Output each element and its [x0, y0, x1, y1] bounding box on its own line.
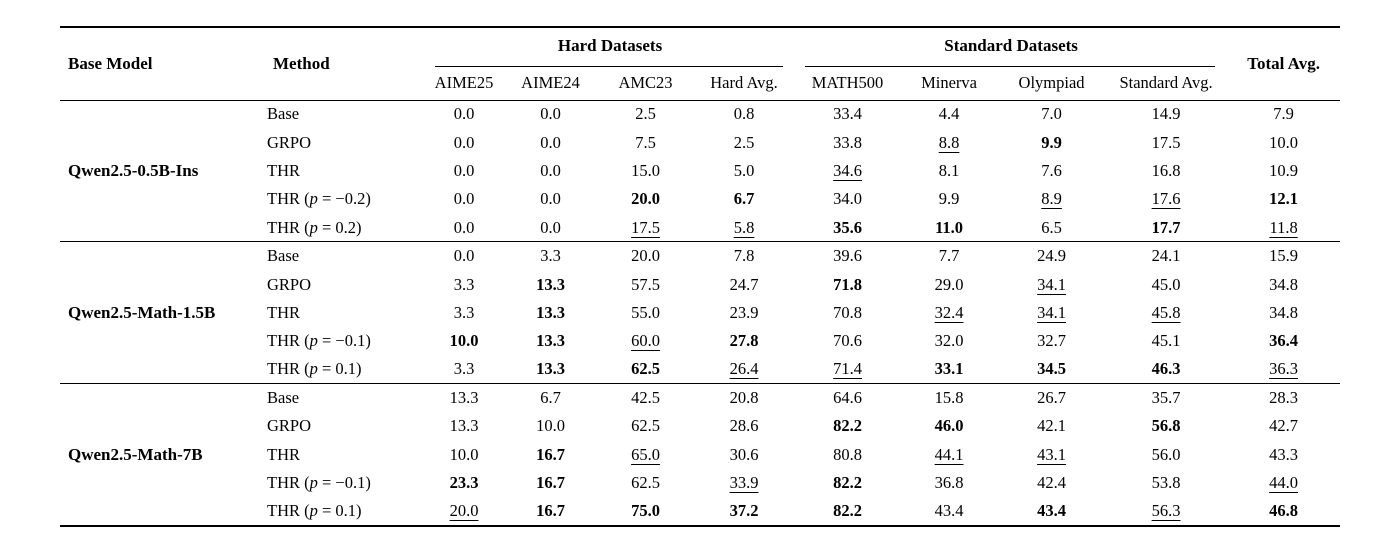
value-cell-undefined: 34.8: [1269, 302, 1299, 322]
method-cell: THR (p = 0.1): [267, 359, 362, 379]
value-cell-olympiad: 43.4: [1037, 501, 1066, 521]
value-cell-aime25: 0.0: [453, 217, 475, 237]
value-cell-standard-avg: 53.8: [1151, 473, 1181, 493]
value-cell-amc23: 75.0: [631, 501, 660, 521]
value-cell-hard-avg: 7.8: [693, 242, 795, 270]
value-cell-hard-avg: 30.6: [729, 444, 759, 464]
value-cell-aime25: 3.3: [453, 302, 475, 322]
value-cell-undefined: 28.3: [1227, 384, 1340, 412]
col-header-amc23: AMC23: [598, 67, 693, 100]
value-cell-standard-avg: 16.8: [1151, 160, 1181, 180]
table-row: [60, 384, 1340, 412]
value-cell-aime25: 0.0: [453, 189, 475, 209]
group-header-row: [60, 27, 1340, 67]
value-cell-standard-avg: 17.6: [1151, 189, 1181, 209]
value-cell-hard-avg: 6.7: [733, 189, 755, 209]
hard-datasets-rule: [435, 66, 783, 67]
value-cell-aime24: 16.7: [536, 473, 565, 493]
value-cell-math500: 34.6: [833, 160, 862, 180]
value-cell-undefined: 46.8: [1269, 501, 1299, 521]
value-cell-standard-avg: 45.1: [1151, 331, 1181, 351]
col-header-standard-avg: Standard Avg.: [1105, 67, 1227, 100]
value-cell-math500: 34.0: [833, 189, 862, 209]
value-cell-amc23: 62.5: [631, 473, 660, 493]
value-cell-aime24: 13.3: [536, 331, 565, 351]
method-cell: Base: [267, 104, 300, 124]
value-cell-math500: 80.8: [833, 444, 862, 464]
value-cell-undefined: 43.3: [1269, 444, 1299, 464]
value-cell-minerva: 36.8: [934, 473, 964, 493]
value-cell-standard-avg: 56.0: [1151, 444, 1181, 464]
value-cell-aime25: 0.0: [453, 132, 475, 152]
value-cell-olympiad: 42.1: [1037, 416, 1066, 436]
value-cell-aime24: 0.0: [540, 189, 561, 209]
value-cell-aime24: 6.7: [503, 384, 598, 412]
value-cell-undefined: 7.9: [1273, 104, 1294, 124]
value-cell-aime25: 0.0: [425, 242, 503, 270]
col-header-hard-avg: Hard Avg.: [693, 67, 795, 100]
value-cell-hard-avg: 0.8: [733, 104, 755, 124]
method-cell: THR (p = 0.1): [267, 501, 362, 521]
value-cell-amc23: 65.0: [631, 444, 660, 464]
value-cell-hard-avg: 28.6: [729, 416, 759, 436]
value-cell-standard-avg: 56.8: [1151, 416, 1181, 436]
value-cell-math500: 70.6: [833, 331, 862, 351]
results-table-container: [60, 26, 1340, 527]
col-group-standard-datasets: [795, 27, 1227, 67]
value-cell-standard-avg: 46.3: [1151, 359, 1181, 379]
value-cell-minerva: 15.8: [900, 384, 998, 412]
value-cell-math500: 33.8: [833, 132, 862, 152]
value-cell-minerva: 7.7: [900, 242, 998, 270]
method-cell: GRPO: [267, 416, 312, 436]
value-cell-aime25: 0.0: [453, 160, 475, 180]
value-cell-olympiad: 34.1: [1037, 274, 1066, 294]
value-cell-undefined: 11.8: [1269, 217, 1298, 237]
value-cell-standard-avg: 17.7: [1151, 217, 1181, 237]
value-cell-undefined: 36.4: [1269, 331, 1299, 351]
method-cell: Base: [265, 384, 425, 412]
value-cell-aime25: 13.3: [425, 384, 503, 412]
col-group-hard-datasets: [425, 27, 795, 67]
value-cell-math500: 82.2: [833, 501, 862, 521]
value-cell-olympiad: 7.6: [1041, 160, 1062, 180]
value-cell-math500: 71.4: [833, 359, 862, 379]
value-cell-standard-avg: 56.3: [1151, 501, 1181, 521]
value-cell-olympiad: 8.9: [1041, 189, 1062, 209]
value-cell-amc23: 62.5: [631, 416, 660, 436]
method-cell: THR: [267, 302, 300, 322]
value-cell-math500: 71.8: [833, 274, 862, 294]
method-cell: Base: [265, 242, 425, 270]
value-cell-aime24: 16.7: [536, 444, 565, 464]
value-cell-hard-avg: 5.0: [733, 160, 755, 180]
col-header-aime24: AIME24: [503, 67, 598, 100]
value-cell-hard-avg: 26.4: [729, 359, 759, 379]
base-model-cell: Qwen2.5-Math-1.5B: [60, 242, 265, 384]
value-cell-math500: 82.2: [833, 416, 862, 436]
value-cell-minerva: 29.0: [934, 274, 964, 294]
standard-datasets-rule: [805, 66, 1215, 67]
value-cell-hard-avg: 2.5: [733, 132, 755, 152]
value-cell-minerva: 11.0: [935, 217, 964, 237]
value-cell-aime25: 3.3: [453, 359, 475, 379]
value-cell-amc23: 17.5: [631, 217, 660, 237]
col-header-method: Method: [265, 27, 425, 100]
value-cell-minerva: 46.0: [934, 416, 964, 436]
value-cell-olympiad: 7.0: [1041, 104, 1062, 124]
value-cell-aime24: 0.0: [540, 217, 561, 237]
value-cell-amc23: 62.5: [631, 359, 660, 379]
value-cell-olympiad: 6.5: [1041, 217, 1062, 237]
value-cell-standard-avg: 24.1: [1105, 242, 1227, 270]
value-cell-math500: 35.6: [833, 217, 862, 237]
value-cell-olympiad: 42.4: [1037, 473, 1066, 493]
value-cell-undefined: 34.8: [1269, 274, 1299, 294]
value-cell-amc23: 20.0: [598, 242, 693, 270]
table-body: [60, 100, 1340, 526]
value-cell-hard-avg: 20.8: [693, 384, 795, 412]
value-cell-standard-avg: 45.8: [1151, 302, 1181, 322]
value-cell-olympiad: 9.9: [1041, 132, 1062, 152]
table-row: [60, 100, 1340, 128]
col-header-total-avg: Total Avg.: [1227, 27, 1340, 100]
value-cell-hard-avg: 33.9: [729, 473, 759, 493]
value-cell-undefined: 42.7: [1269, 416, 1299, 436]
standard-datasets-label: Standard Datasets: [944, 35, 1078, 55]
value-cell-olympiad: 43.1: [1037, 444, 1066, 464]
value-cell-hard-avg: 23.9: [729, 302, 759, 322]
value-cell-standard-avg: 17.5: [1151, 132, 1181, 152]
value-cell-amc23: 60.0: [631, 331, 660, 351]
value-cell-math500: 39.6: [795, 242, 900, 270]
method-cell: GRPO: [267, 274, 312, 294]
method-cell: THR (p = −0.1): [267, 331, 371, 351]
value-cell-math500: 33.4: [833, 104, 862, 124]
value-cell-aime24: 3.3: [503, 242, 598, 270]
value-cell-minerva: 32.0: [934, 331, 964, 351]
value-cell-undefined: 10.0: [1269, 132, 1299, 152]
value-cell-minerva: 32.4: [934, 302, 964, 322]
value-cell-amc23: 2.5: [635, 104, 656, 124]
value-cell-standard-avg: 14.9: [1151, 104, 1181, 124]
value-cell-aime24: 13.3: [536, 359, 565, 379]
table-header: [60, 27, 1340, 100]
hard-datasets-label: Hard Datasets: [557, 35, 663, 55]
col-header-minerva: Minerva: [900, 67, 998, 100]
base-model-cell: Qwen2.5-0.5B-Ins: [68, 160, 199, 180]
value-cell-aime24: 10.0: [536, 416, 565, 436]
value-cell-aime24: 0.0: [540, 132, 561, 152]
value-cell-aime25: 13.3: [449, 416, 479, 436]
value-cell-amc23: 20.0: [631, 189, 660, 209]
results-table: [60, 26, 1340, 527]
value-cell-aime25: 3.3: [453, 274, 475, 294]
value-cell-minerva: 33.1: [934, 359, 964, 379]
value-cell-aime24: 0.0: [540, 160, 561, 180]
value-cell-undefined: 36.3: [1269, 359, 1299, 379]
value-cell-standard-avg: 35.7: [1105, 384, 1227, 412]
value-cell-minerva: 44.1: [934, 444, 964, 464]
value-cell-minerva: 8.8: [938, 132, 960, 152]
value-cell-undefined: 12.1: [1269, 189, 1299, 209]
value-cell-hard-avg: 37.2: [729, 501, 759, 521]
value-cell-olympiad: 32.7: [1037, 331, 1066, 351]
value-cell-aime25: 10.0: [449, 331, 479, 351]
base-model-cell: Qwen2.5-Math-7B: [60, 384, 265, 526]
value-cell-amc23: 15.0: [631, 160, 660, 180]
value-cell-minerva: 8.1: [938, 160, 960, 180]
col-header-base-model: Base Model: [60, 27, 265, 100]
value-cell-math500: 64.6: [795, 384, 900, 412]
value-cell-olympiad: 24.9: [998, 242, 1105, 270]
method-cell: THR: [267, 160, 300, 180]
method-cell: THR (p = 0.2): [267, 217, 362, 237]
value-cell-amc23: 7.5: [635, 132, 656, 152]
value-cell-aime25: 0.0: [453, 104, 475, 124]
value-cell-olympiad: 34.1: [1037, 302, 1066, 322]
value-cell-aime24: 13.3: [536, 274, 565, 294]
col-header-aime25: AIME25: [425, 67, 503, 100]
value-cell-minerva: 9.9: [938, 189, 960, 209]
value-cell-aime25: 10.0: [449, 444, 479, 464]
value-cell-olympiad: 34.5: [1037, 359, 1066, 379]
value-cell-hard-avg: 24.7: [729, 274, 759, 294]
method-cell: THR: [267, 444, 300, 464]
value-cell-aime24: 0.0: [540, 104, 561, 124]
method-cell: GRPO: [267, 132, 312, 152]
value-cell-undefined: 44.0: [1269, 473, 1299, 493]
value-cell-hard-avg: 27.8: [729, 331, 759, 351]
value-cell-hard-avg: 5.8: [733, 217, 755, 237]
value-cell-aime25: 20.0: [449, 501, 479, 521]
value-cell-minerva: 43.4: [934, 501, 964, 521]
table-row: [60, 242, 1340, 270]
value-cell-olympiad: 26.7: [998, 384, 1105, 412]
value-cell-amc23: 57.5: [631, 274, 660, 294]
value-cell-aime25: 23.3: [449, 473, 479, 493]
value-cell-undefined: 10.9: [1269, 160, 1299, 180]
value-cell-undefined: 15.9: [1227, 242, 1340, 270]
value-cell-minerva: 4.4: [938, 104, 960, 124]
col-header-math500: MATH500: [795, 67, 900, 100]
value-cell-amc23: 42.5: [598, 384, 693, 412]
value-cell-math500: 82.2: [833, 473, 862, 493]
value-cell-aime24: 16.7: [536, 501, 565, 521]
value-cell-amc23: 55.0: [631, 302, 660, 322]
value-cell-standard-avg: 45.0: [1151, 274, 1181, 294]
method-cell: THR (p = −0.1): [267, 473, 371, 493]
value-cell-aime24: 13.3: [536, 302, 565, 322]
method-cell: THR (p = −0.2): [267, 189, 371, 209]
value-cell-math500: 70.8: [833, 302, 862, 322]
col-header-olympiad: Olympiad: [998, 67, 1105, 100]
